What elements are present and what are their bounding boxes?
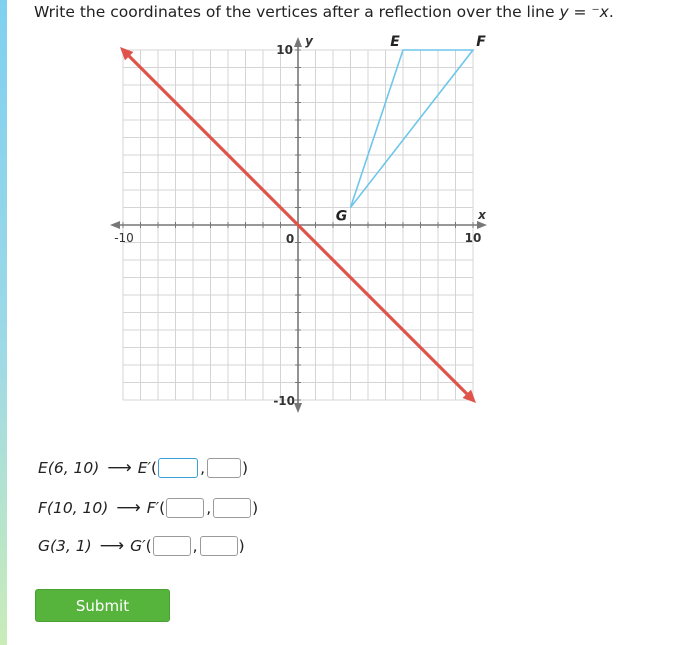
question-var-y: y	[559, 3, 569, 21]
x-tick-neg-10: -10	[114, 231, 134, 245]
vertex-label-e: E	[390, 34, 400, 50]
triangle-outline	[351, 50, 474, 208]
prime-label-e: E′	[137, 459, 152, 477]
question-minus: ⁻	[591, 3, 600, 21]
comma: ,	[192, 537, 198, 555]
e-prime-x-input[interactable]	[158, 458, 198, 478]
y-axis-top-arrow	[294, 37, 302, 47]
open-paren: (	[151, 459, 158, 477]
prime-label-f: F′	[146, 499, 160, 517]
f-prime-y-input[interactable]	[213, 498, 251, 518]
prime-label-g: G′	[130, 537, 146, 555]
g-prime-x-input[interactable]	[153, 536, 191, 556]
x-axis-label: x	[478, 208, 486, 222]
x-axis-right-arrow	[477, 221, 487, 229]
question-var-x: x	[599, 3, 609, 21]
y-axis-label: y	[305, 34, 313, 48]
arrow-icon: ⟶	[99, 536, 125, 556]
open-paren: (	[145, 537, 152, 555]
vertex-label-f: F	[476, 34, 486, 50]
answer-row-g	[38, 533, 245, 559]
arrow-icon: ⟶	[107, 458, 132, 478]
f-prime-x-input[interactable]	[166, 498, 204, 518]
question-period: .	[608, 3, 614, 21]
x-axis-left-arrow	[110, 221, 120, 229]
y-tick-10: 10	[276, 43, 293, 57]
g-prime-y-input[interactable]	[200, 536, 238, 556]
triangle-efg	[336, 34, 486, 225]
original-point-f: F(10, 10)	[38, 499, 109, 517]
original-point-g: G(3, 1)	[38, 537, 92, 555]
arrow-icon: ⟶	[116, 498, 141, 518]
comma: ,	[200, 459, 206, 477]
submit-button[interactable]: Submit	[35, 589, 170, 622]
original-point-e: E(6, 10)	[38, 459, 100, 477]
vertex-label-g: G	[335, 208, 348, 225]
y-axis-bottom-arrow	[294, 403, 302, 413]
close-paren: )	[252, 499, 259, 517]
e-prime-y-input[interactable]	[207, 458, 241, 478]
x-tick-10: 10	[464, 231, 482, 245]
question-prefix: Write the coordinates of the vertices after a reflection over the line	[34, 3, 560, 21]
open-paren: (	[159, 499, 166, 517]
y-tick-neg-10: -10	[273, 394, 295, 408]
question-equals: =	[568, 3, 592, 21]
answer-row-e	[38, 455, 248, 481]
answer-row-f	[38, 495, 258, 521]
comma: ,	[206, 499, 212, 517]
origin-label: 0	[285, 232, 295, 246]
close-paren: )	[238, 537, 245, 555]
close-paren: )	[242, 459, 249, 477]
